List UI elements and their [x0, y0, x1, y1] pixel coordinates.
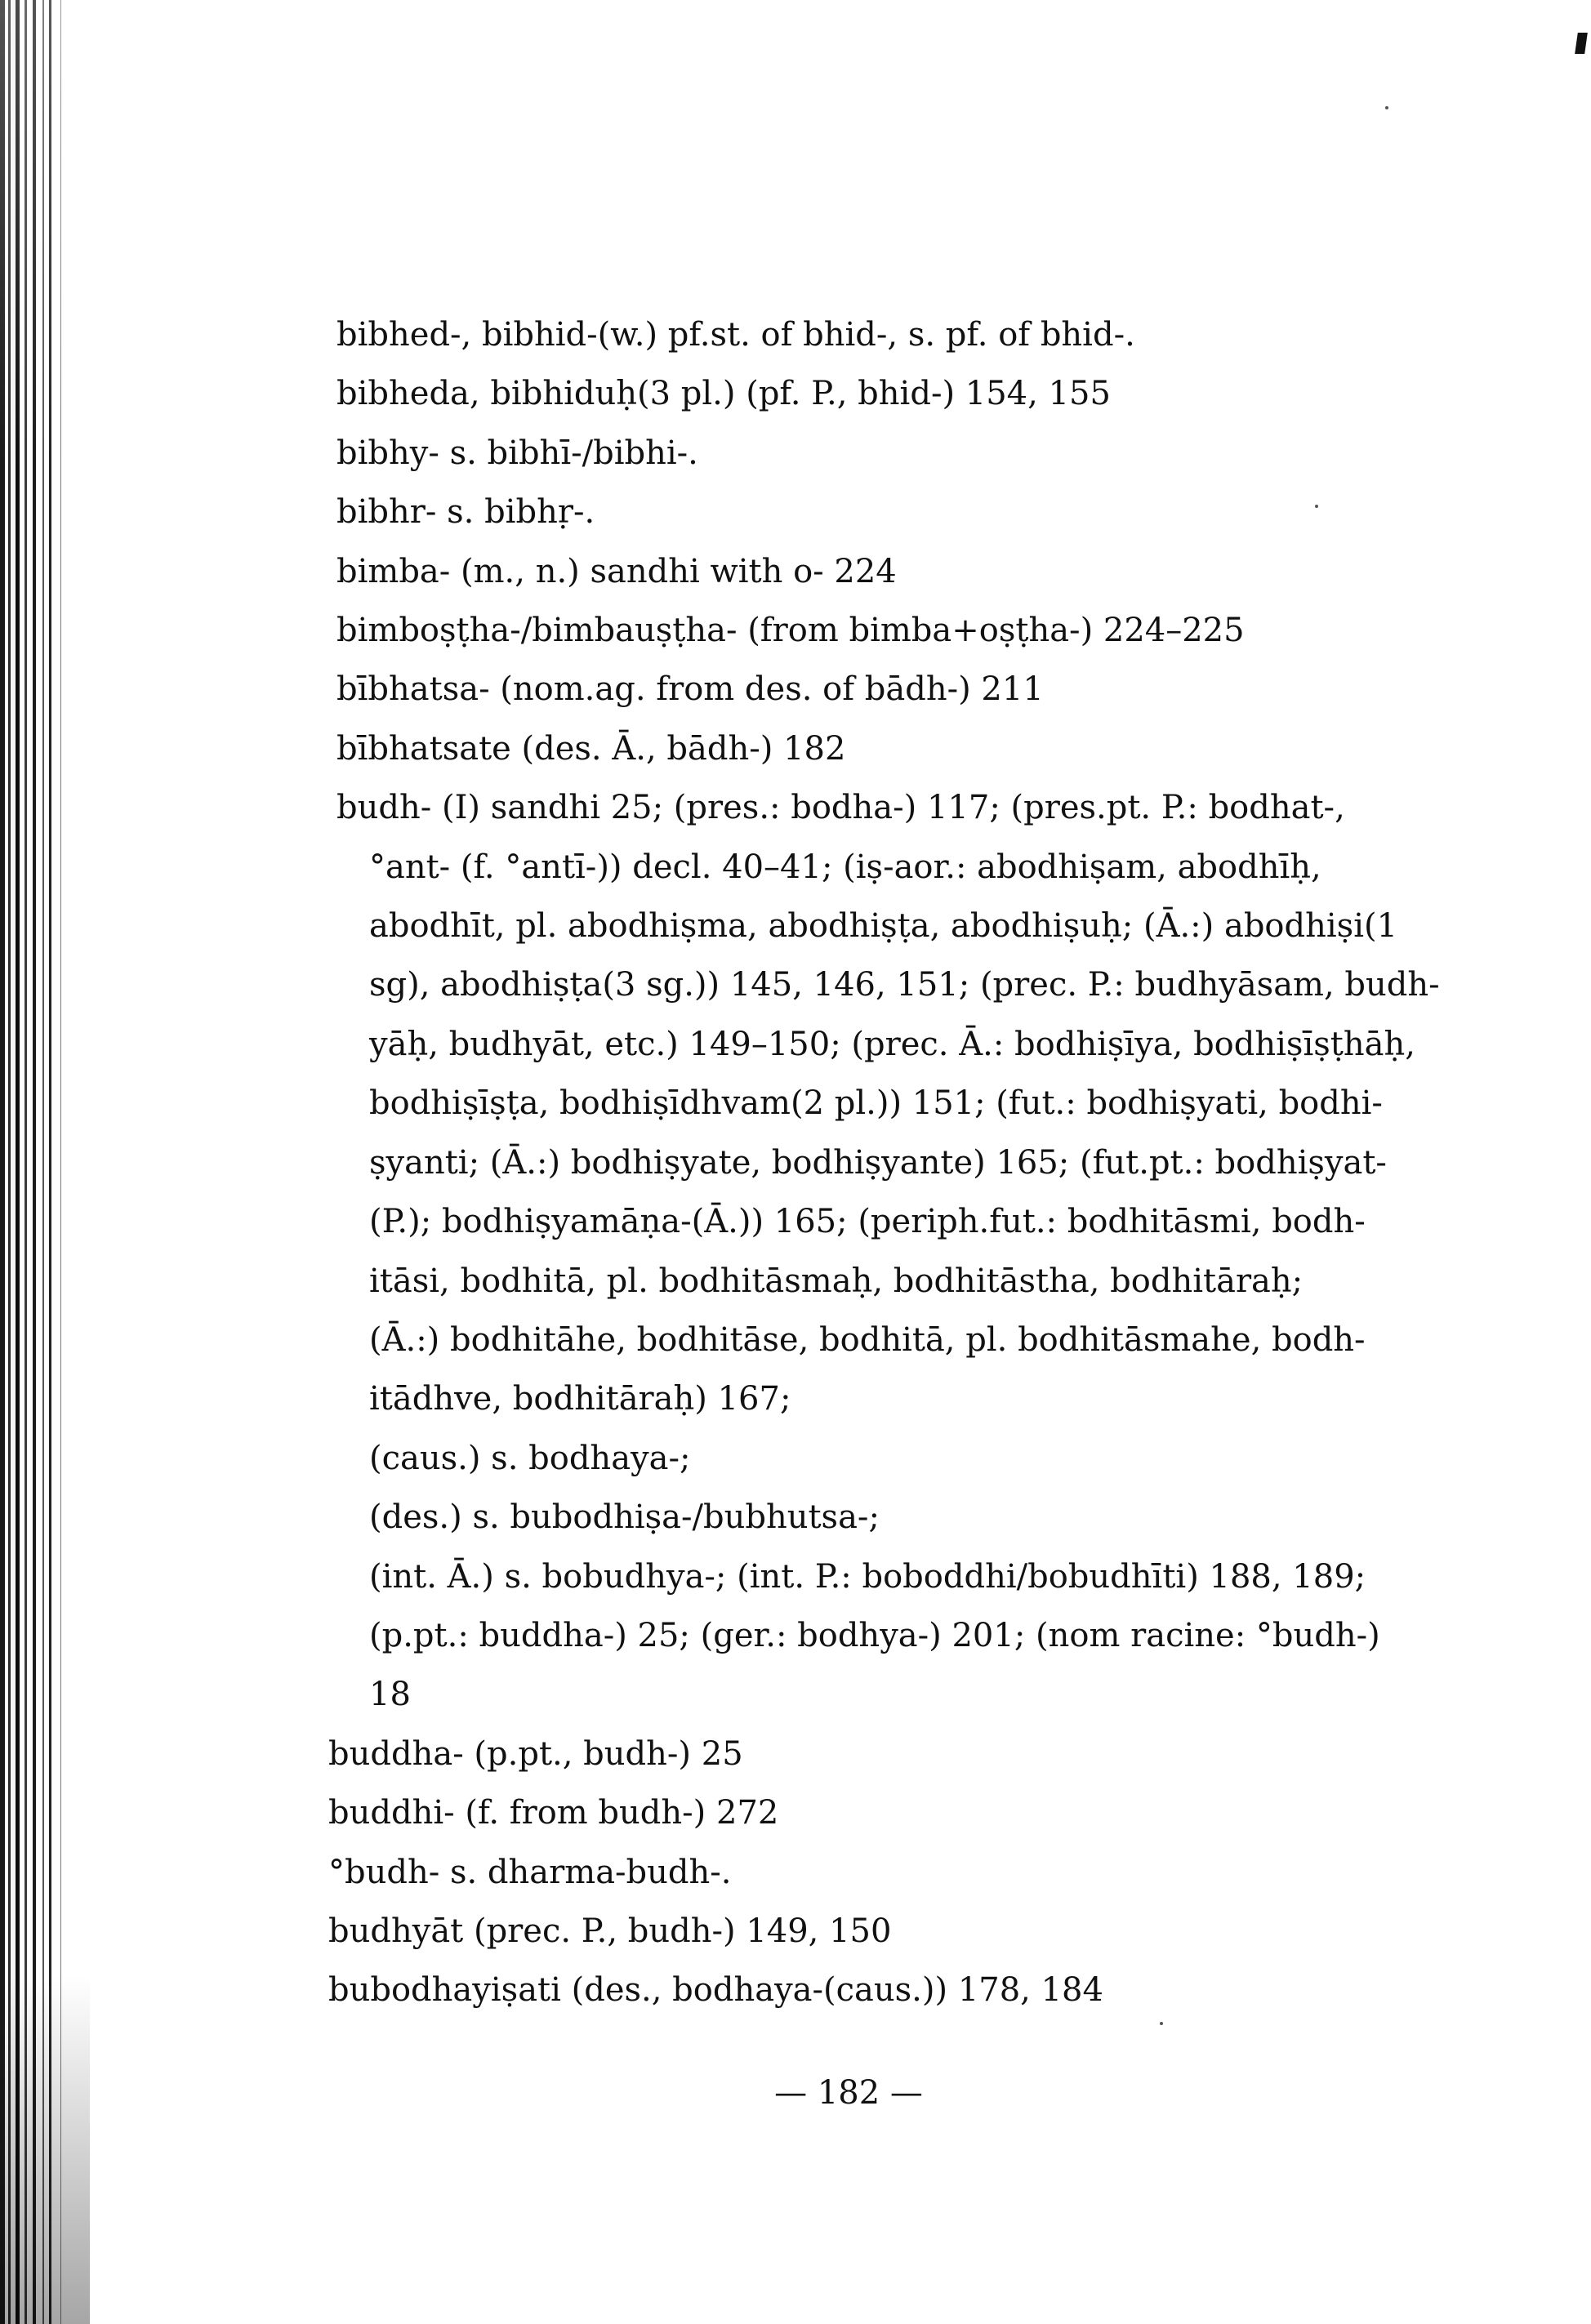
- index-entry-continuation: °ant- (f. °antī-)) decl. 40–41; (iṣ-aor.: abodhiṣam, abodhīḥ,: [369, 848, 1321, 886]
- index-entries: [328, 305, 1440, 2020]
- index-entry-continuation: 18: [369, 1676, 411, 1714]
- index-entry-continuation: (P.); bodhiṣyamāṇa-(Ā.)) 165; (periph.fut.: bodhitāsmi, bodh-: [369, 1203, 1366, 1241]
- index-entry: bibhed-, bibhid-(w.) pf.st. of bhid-, s. pf. of bhid-.: [336, 316, 1135, 354]
- index-entry-continuation: sg), abodhiṣṭa(3 sg.)) 145, 146, 151; (prec. P.: budhyāsam, budh-: [369, 966, 1440, 1004]
- index-entry: bībhatsa- (nom.ag. from des. of bādh-) 211: [336, 670, 1044, 709]
- index-entry-continuation: (Ā.:) bodhitāhe, bodhitāse, bodhitā, pl. bodhitāsmahe, bodh-: [369, 1320, 1366, 1359]
- index-entry-continuation: itādhve, bodhitāraḥ) 167;: [369, 1380, 791, 1418]
- index-entry-continuation: (p.pt.: buddha-) 25; (ger.: bodhya-) 201; (nom racine: °budh-): [369, 1616, 1380, 1654]
- index-entry-continuation: itāsi, bodhitā, pl. bodhitāsmaḥ, bodhitāstha, bodhitāraḥ;: [369, 1262, 1304, 1300]
- index-entry-continuation: (des.) s. bubodhiṣa-/bubhutsa-;: [369, 1498, 880, 1537]
- index-entry-continuation: ṣyanti; (Ā.:) bodhiṣyate, bodhiṣyante) 165; (fut.pt.: bodhiṣyat-: [369, 1143, 1387, 1182]
- index-entry-continuation: abodhīt, pl. abodhiṣma, abodhiṣṭa, abodhiṣuḥ; (Ā.:) abodhiṣi(1: [369, 907, 1398, 946]
- scan-speck: [1385, 106, 1388, 109]
- index-entry: bibheda, bibhiduḥ(3 pl.) (pf. P., bhid-) 154, 155: [336, 375, 1111, 413]
- index-entry-continuation: bodhiṣīṣṭa, bodhiṣīdhvam(2 pl.)) 151; (fut.: bodhiṣyati, bodhi-: [369, 1084, 1383, 1123]
- index-entry-continuation: (int. Ā.) s. bobudhya-; (int. P.: boboddhi/bobudhīti) 188, 189;: [369, 1557, 1366, 1596]
- index-entry: bimba- (m., n.) sandhi with o- 224: [336, 552, 897, 590]
- scan-corner-mark: [1575, 33, 1588, 54]
- index-entry: bibhr- s. bibhṛ-.: [336, 493, 595, 532]
- page-number: — 182 —: [774, 2074, 923, 2112]
- index-entry-continuation: yāḥ, budhyāt, etc.) 149–150; (prec. Ā.: bodhiṣīya, bodhiṣīṣṭhāḥ,: [369, 1025, 1415, 1063]
- scan-speck: [1160, 2022, 1163, 2025]
- index-entry: bībhatsate (des. Ā., bādh-) 182: [336, 729, 846, 768]
- index-entry: bubodhayiṣati (des., bodhaya-(caus.)) 178, 184: [328, 1971, 1103, 2010]
- index-entry: budhyāt (prec. P., budh-) 149, 150: [328, 1912, 892, 1950]
- index-entry: °budh- s. dharma-budh-.: [328, 1853, 732, 1891]
- index-entry: bimboṣṭha-/bimbauṣṭha- (from bimba+oṣṭha-) 224–225: [336, 612, 1245, 650]
- index-entry: budh- (I) sandhi 25; (pres.: bodha-) 117; (pres.pt. P.: bodhat-,: [336, 789, 1345, 827]
- index-entry: buddha- (p.pt., budh-) 25: [328, 1734, 743, 1773]
- index-entry: buddhi- (f. from budh-) 272: [328, 1794, 779, 1832]
- index-entry-continuation: (caus.) s. bodhaya-;: [369, 1439, 691, 1477]
- scan-gutter-shading: [0, 0, 90, 2324]
- index-entry: bibhy- s. bibhī-/bibhi-.: [336, 434, 698, 472]
